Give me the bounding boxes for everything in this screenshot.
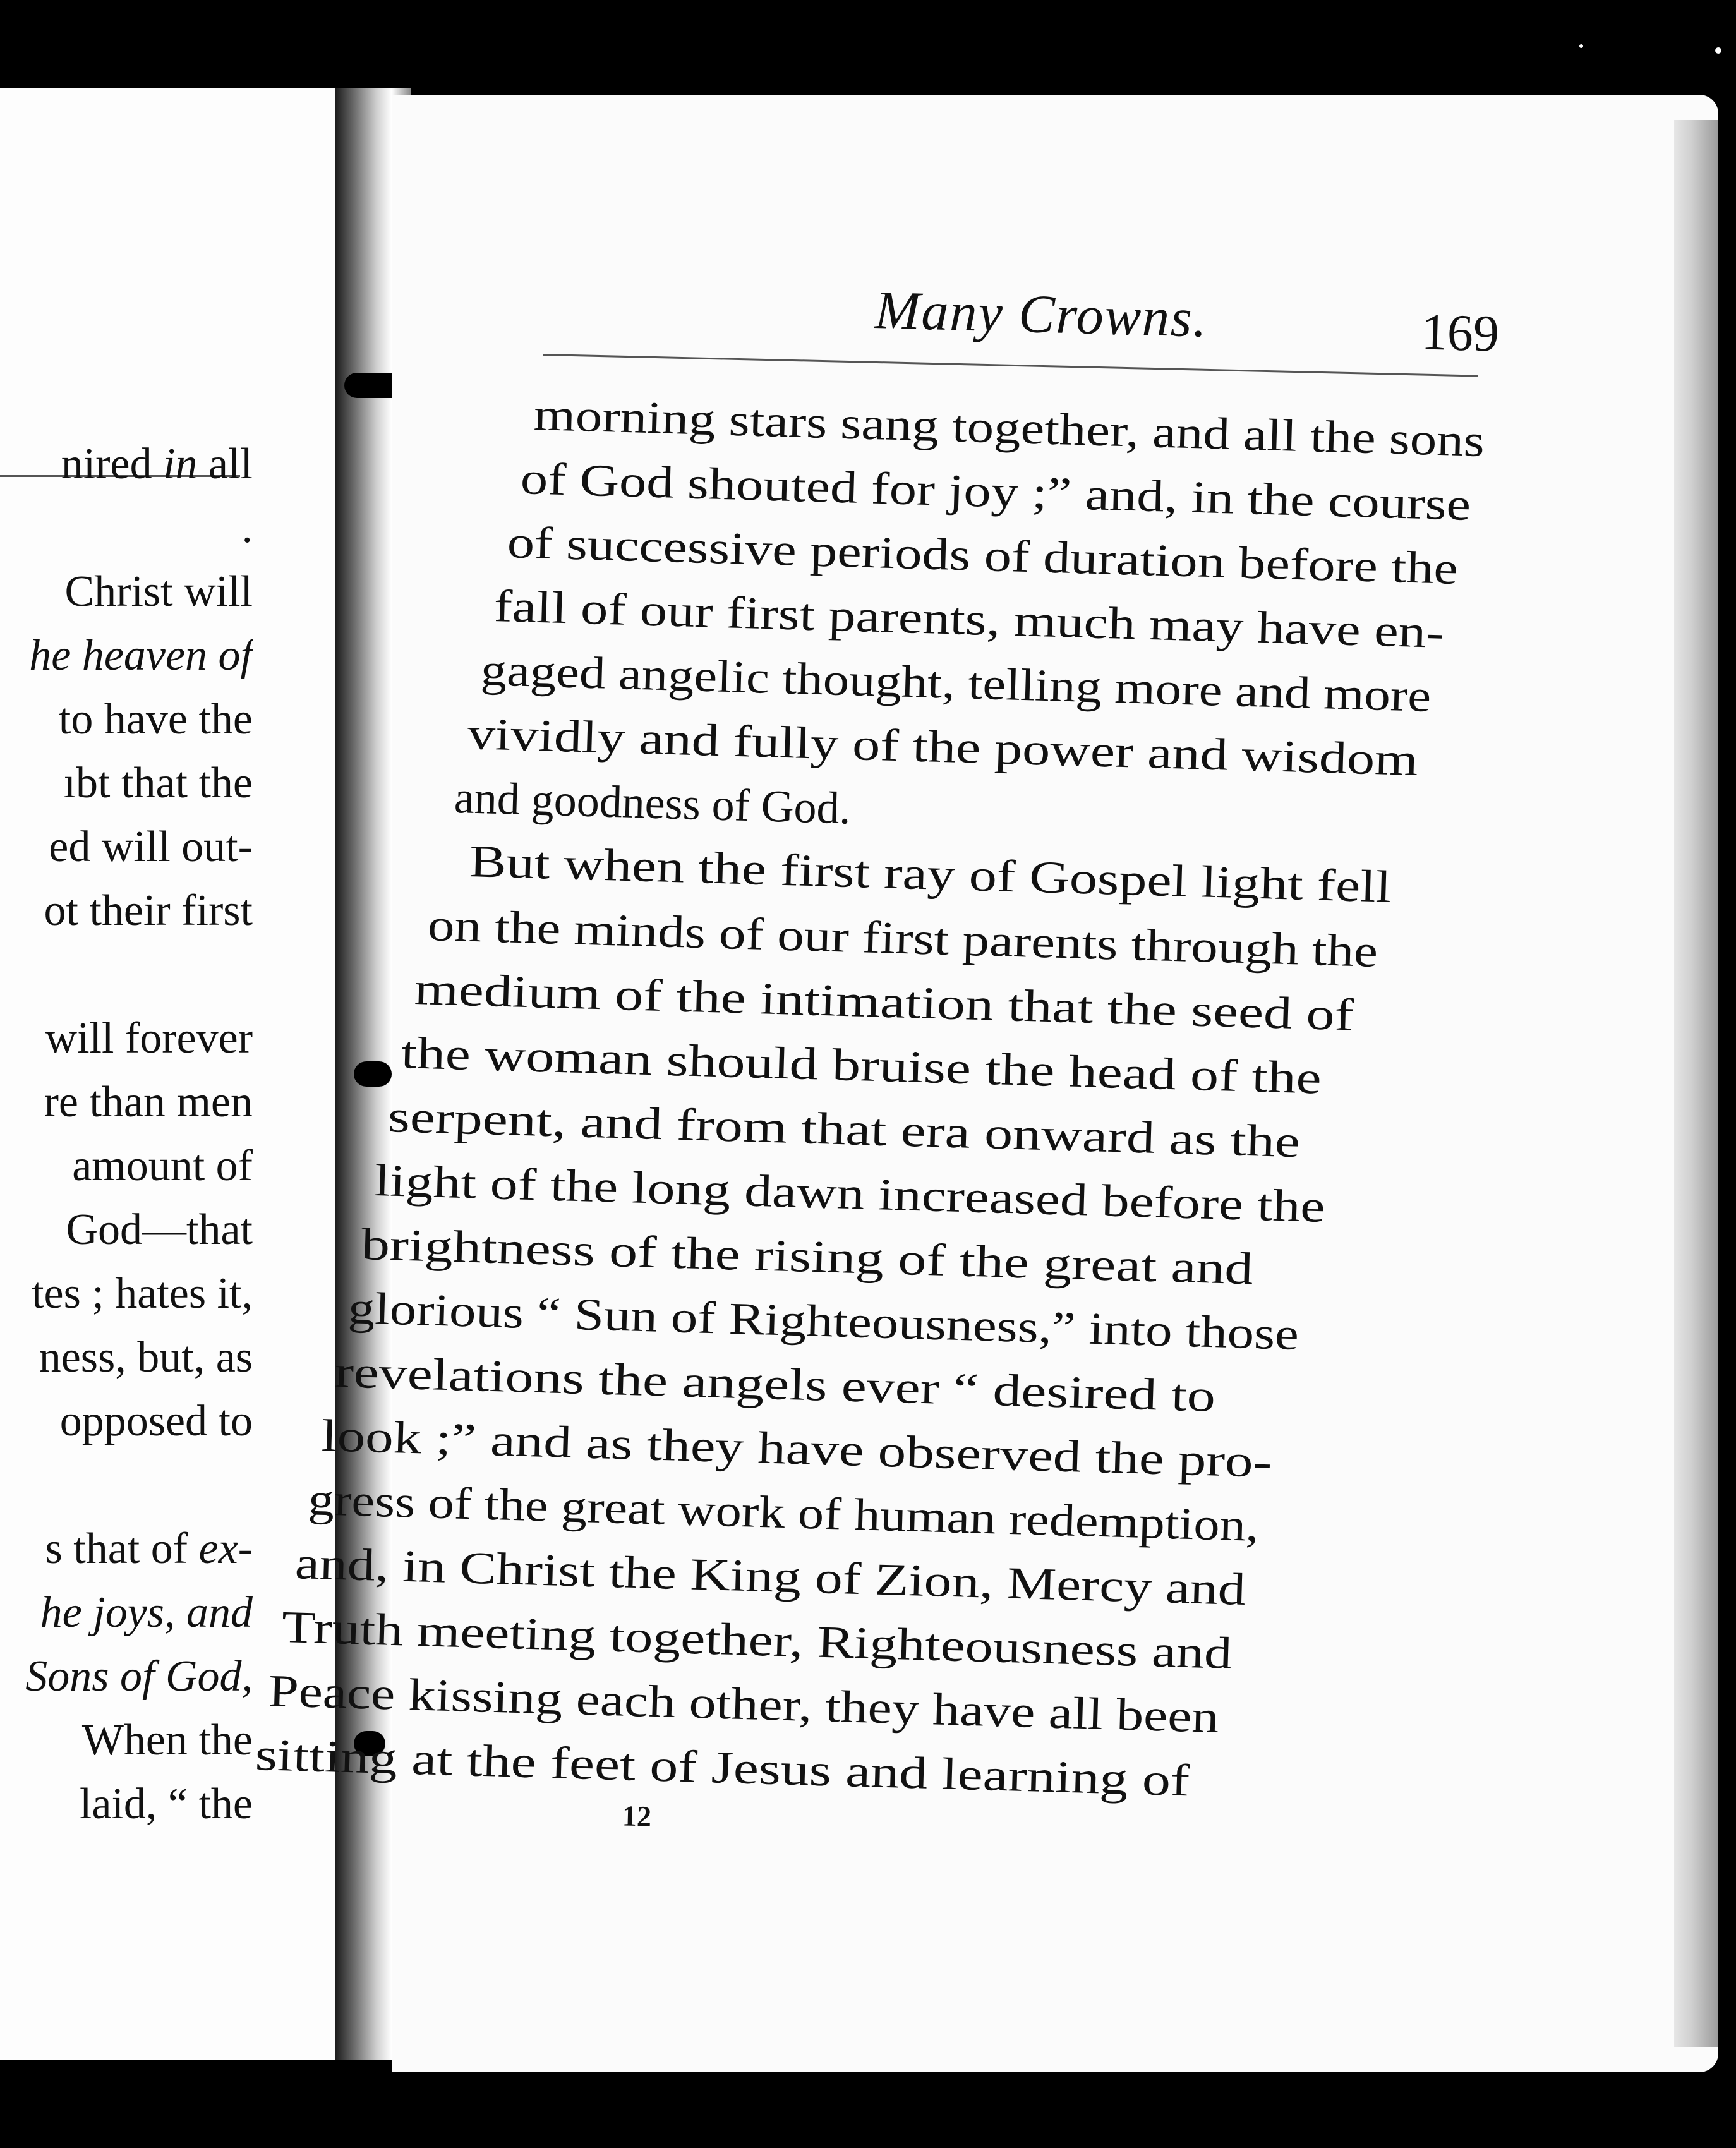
- body-text-line: and goodness of God.: [453, 772, 852, 834]
- scan-speck: [1715, 47, 1721, 54]
- body-text-line: gress of the great work of human redemption,: [307, 1474, 1260, 1552]
- left-page-line-fragment: ex-: [198, 1524, 253, 1573]
- left-page-line-fragment: tes ; hates it,: [32, 1269, 253, 1318]
- left-page-line-fragment: When the: [81, 1716, 253, 1765]
- left-page-line-fragment: in: [163, 440, 198, 488]
- body-text-line: look ;” and as they have observed the pro-: [320, 1410, 1273, 1488]
- left-page-line-fragment: Christ will: [64, 567, 253, 616]
- scan-speck: [1579, 44, 1583, 48]
- left-page-line-fragment: God—that: [66, 1205, 253, 1254]
- left-page-line-fragment: s that of: [45, 1524, 199, 1573]
- left-page-line-fragment: Sons of God,: [25, 1652, 253, 1701]
- left-page-line-fragment: opposed to: [59, 1397, 253, 1445]
- left-page-line-fragment: ness, but, as: [39, 1333, 253, 1382]
- left-page-line-fragment: ıbt that the: [63, 759, 253, 807]
- body-text-line: glorious “ Sun of Righteousness,” into those: [347, 1282, 1299, 1360]
- body-text-line: revelations the angels ever “ desired to: [334, 1346, 1217, 1421]
- left-page-line-fragment: .: [241, 504, 253, 552]
- left-page-line-fragment: amount of: [72, 1142, 253, 1190]
- running-head: Many Crowns.: [874, 279, 1209, 349]
- body-text-line: serpent, and from that era onward as the: [387, 1091, 1301, 1168]
- left-page-line-fragment: ed will out-: [49, 823, 253, 871]
- signature-mark: 12: [622, 1799, 652, 1833]
- left-page-line-fragment: he heaven of: [29, 631, 253, 680]
- left-page-line-fragment: will forever: [45, 1014, 253, 1063]
- body-text-line: medium of the intimation that the seed of: [413, 963, 1354, 1041]
- body-text-line: sitting at the feet of Jesus and learning of: [254, 1729, 1191, 1806]
- left-page-line-fragment: ot their first: [44, 886, 253, 935]
- left-page-line-fragment: re than men: [44, 1078, 253, 1126]
- body-text-line: Peace kissing each other, they have all been: [267, 1665, 1220, 1743]
- body-text-line: of God shouted for joy ;” and, in the course: [519, 453, 1472, 530]
- body-text-line: Truth meeting together, Righteousness and: [280, 1602, 1233, 1679]
- body-text-line: and, in Christ the King of Zion, Mercy and: [294, 1538, 1246, 1615]
- body-text-line: brightness of the rising of the great and: [360, 1219, 1254, 1294]
- body-text-line: fall of our first parents, much may have en-: [493, 581, 1445, 658]
- body-text-line: the woman should bruise the head of the: [400, 1027, 1322, 1104]
- left-page-line-fragment: to have the: [58, 695, 253, 744]
- left-page-line-fragment: all: [197, 440, 253, 488]
- body-text-line: vividly and fully of the power and wisdom: [466, 708, 1419, 786]
- body-text-line: gaged angelic thought, telling more and more: [479, 644, 1432, 721]
- body-text-line: But when the first ray of Gospel light fell: [468, 836, 1392, 912]
- body-text-line: light of the long dawn increased before the: [373, 1155, 1326, 1233]
- body-text-line: morning stars sang together, and all the sons: [533, 389, 1485, 467]
- page-number: 169: [1420, 303, 1500, 363]
- left-page-line-fragment: laid, “ the: [79, 1780, 253, 1828]
- left-page-line-fragment: nired: [61, 440, 164, 488]
- left-page-line-fragment: he joys, and: [40, 1588, 253, 1637]
- body-text-line: of successive periods of duration before the: [506, 517, 1459, 594]
- body-text-line: on the minds of our first parents through the: [426, 900, 1379, 977]
